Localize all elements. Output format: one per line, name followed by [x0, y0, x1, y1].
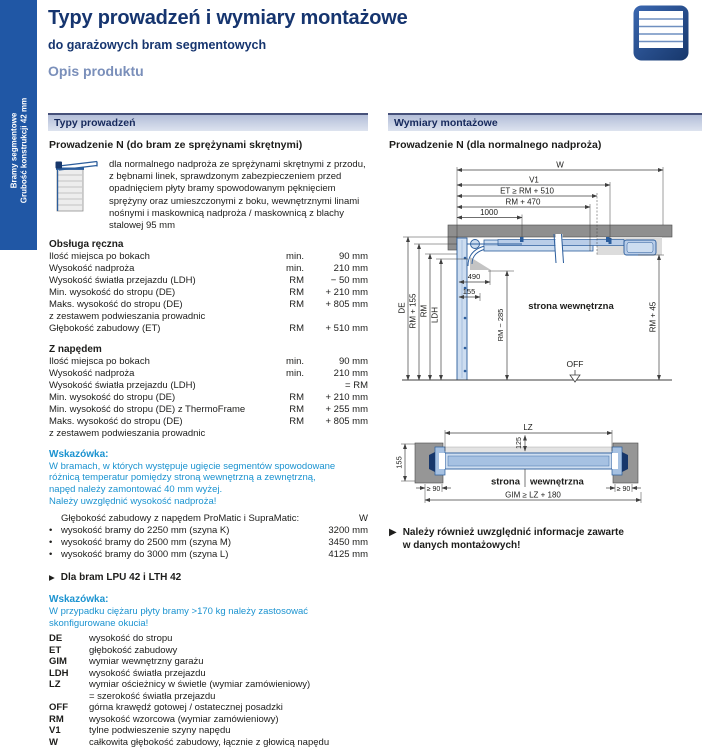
dim-rm470: RM + 470 [505, 197, 541, 207]
legend-row [49, 668, 368, 680]
section-edge-tab [0, 0, 37, 250]
table-row [49, 311, 368, 323]
row-label: Ilość miejsca po bokach [49, 356, 150, 368]
row-value: + 210 mm [325, 392, 368, 404]
tab-line-1: Bramy segmentowe [8, 112, 18, 188]
row-ref: min. [286, 368, 304, 380]
table-row [49, 251, 368, 263]
powered-table [49, 356, 368, 439]
hint-line: W przypadku ciężaru płyty bramy >170 kg należy zastosować [49, 605, 308, 617]
depth-value: 3200 mm [328, 524, 368, 536]
section-header-mounting: Wymiary montażowe [388, 113, 702, 131]
spacer [49, 513, 61, 525]
dim-490: 490 [467, 272, 481, 281]
legend-desc: wysokość do stropu [89, 633, 173, 645]
depth-row [49, 525, 368, 537]
table-row [49, 428, 368, 440]
install-depth-table [49, 513, 368, 562]
legend-term: LDH [49, 667, 69, 679]
hint-block-1 [49, 449, 368, 508]
column-mounting-dimensions [388, 113, 702, 552]
dim-et: ET ≥ RM + 510 [500, 186, 554, 196]
row-ref: RM [289, 392, 304, 404]
legend-desc: wysokość wzorcowa (wymiar zamówieniowy) [89, 713, 279, 725]
row-ref: RM [289, 274, 304, 286]
legend-desc-line: wymiar ościeżnicy w świetle (wymiar zamówieniowy) [89, 679, 311, 691]
dim-v1: V1 [529, 175, 539, 185]
table-row [49, 380, 368, 392]
door-types-note-text: Dla bram LPU 42 i LTH 42 [60, 572, 182, 584]
legend-desc [89, 679, 368, 702]
depth-header-row [49, 513, 368, 525]
page-header [48, 7, 408, 79]
hint-block-2 [49, 594, 368, 630]
table-row [49, 287, 368, 299]
depth-row [49, 537, 368, 549]
dim-w: W [556, 160, 564, 170]
legend-row [49, 656, 368, 668]
legend-row [49, 679, 368, 702]
row-label: Wysokość światła przejazdu (LDH) [49, 380, 196, 392]
dim-155: 155 [462, 287, 476, 296]
table-row [49, 299, 368, 311]
legend-term: V1 [49, 725, 61, 737]
inside-label-b: wewnętrzna [530, 476, 584, 488]
row-value: = RM [345, 380, 368, 392]
page-subtitle: do garażowych bram segmentowych [48, 38, 267, 52]
row-ref: RM [289, 415, 304, 427]
legend-desc: wymiar wewnętrzny garażu [89, 656, 204, 668]
dim-rm285: RM − 285 [496, 308, 505, 342]
dim-ge90-right: ≥ 90 [616, 485, 631, 493]
manual-section-title: Obsługa ręczna [49, 239, 124, 251]
note-line: Należy również uwzględnić informacje zawarte [402, 527, 624, 538]
row-value [304, 311, 368, 323]
garage-door-icon [632, 4, 690, 67]
section-header-track-types: Typy prowadzeń [48, 113, 368, 131]
legend-desc: wysokość światła przejazdu [89, 667, 206, 679]
legend-term: RM [49, 713, 64, 725]
row-value [304, 428, 368, 440]
table-row [49, 356, 368, 368]
manual-table [49, 251, 368, 334]
depth-value: 3450 mm [328, 536, 368, 548]
row-ref: min. [286, 251, 304, 263]
row-label: Min. wysokość do stropu (DE) [49, 392, 176, 404]
row-ref: RM [289, 322, 304, 334]
depth-row [49, 549, 368, 561]
legend-row [49, 633, 368, 645]
row-ref: min. [286, 356, 304, 368]
legend-term: DE [49, 633, 63, 645]
row-value: 90 mm [338, 356, 368, 368]
door-leaf-plan [429, 447, 628, 475]
legend-row [49, 702, 368, 714]
row-ref: RM [289, 286, 304, 298]
legend-row [49, 714, 368, 726]
off-label: OFF [566, 359, 584, 369]
hint-line: W bramach, w których występuje ugięcie segmentów spowodowane [49, 460, 336, 472]
dim-1000: 1000 [480, 208, 498, 217]
tab-line-2: Grubość konstrukcji 42 mm [18, 97, 28, 203]
hint-title: Wskazówka: [49, 448, 109, 460]
dim-gim: GIM ≥ LZ + 180 [505, 490, 561, 500]
door-types-note [49, 572, 368, 585]
table-row [49, 275, 368, 287]
row-label: Min. wysokość do stropu (DE) z ThermoFrame [49, 404, 246, 415]
legend-desc: całkowita głębokość zabudowy, łącznie z głowicą napędu [89, 736, 330, 748]
triangle-marker-icon: ▶ [49, 573, 55, 583]
triangle-marker-icon: ▶ [389, 527, 397, 538]
row-value: + 510 mm [325, 322, 368, 334]
column-track-types [48, 113, 368, 748]
hint-line: Należy uwzględnić wysokość nadproża! [49, 496, 217, 508]
legend-desc-line: = szerokość światła przejazdu [89, 690, 216, 702]
track-n-description: dla normalnego nadproża ze sprężynami skrętnymi z przodu, z bębnami linek, sprawdzonym zabezpieczeniem przed opadnięciem płyty bramy spowodowanym pęknięciem sprężyny oraz umieszczonymi z boku, wewnętrznymi linami nośnymi i maskownicą nadproża / maskownicą z blachy stalowej 95 mm [109, 159, 366, 232]
mounting-n-heading: Prowadzenie N (dla normalnego nadproża) [389, 139, 602, 151]
bullet: • [49, 549, 53, 561]
dim-ldh: LDH [430, 306, 440, 324]
inside-label: strona wewnętrzna [528, 301, 614, 312]
row-value: 210 mm [333, 263, 368, 275]
mounting-data-note-text [403, 527, 624, 552]
row-label: Głębokość zabudowy (ET) [49, 322, 161, 334]
bullet: • [49, 524, 53, 536]
row-value: + 805 mm [325, 298, 368, 310]
row-label: Wysokość nadproża [49, 368, 135, 380]
row-value: + 210 mm [325, 286, 368, 298]
row-label: Maks. wysokość do stropu (DE) [49, 415, 183, 427]
dim-ge90-left: ≥ 90 [426, 485, 441, 493]
hint-line: napęd należy zamontować 40 mm wyżej. [49, 484, 223, 496]
table-row [49, 263, 368, 275]
legend-term: ET [49, 644, 62, 656]
table-row [49, 368, 368, 380]
row-label: Wysokość nadproża [49, 263, 135, 275]
legend-row [49, 725, 368, 737]
dim-rm: RM [419, 304, 429, 318]
section-edge-tab-text [0, 0, 37, 250]
dim-rm45: RM + 45 [648, 301, 658, 333]
row-label: Wysokość światła przejazdu (LDH) [49, 274, 196, 286]
hint-line: różnicą temperatur pomiędzy stroną wewnętrzną a zewnętrzną, [49, 472, 316, 484]
legend-row [49, 645, 368, 657]
legend-desc: tylne podwieszenie szyny napędu [89, 725, 231, 737]
row-value: − 50 mm [330, 274, 368, 286]
row-value: 210 mm [333, 368, 368, 380]
row-ref [268, 311, 304, 323]
legend-row [49, 737, 368, 749]
legend-desc: głębokość zabudowy [89, 644, 178, 656]
abbreviation-legend [49, 633, 368, 748]
page-title: Typy prowadzeń i wymiary montażowe [48, 7, 408, 29]
row-ref: RM [289, 404, 304, 415]
row-value: 90 mm [338, 251, 368, 263]
note-line: w danych montażowych! [402, 539, 521, 551]
bullet: • [49, 536, 53, 548]
legend-term: LZ [49, 679, 61, 691]
table-row [49, 392, 368, 404]
row-label: Ilość miejsca po bokach [49, 251, 150, 263]
row-ref: min. [286, 263, 304, 275]
depth-value: 4125 mm [328, 549, 368, 561]
dim-lz: LZ [523, 423, 533, 432]
dim-de: DE [397, 302, 407, 314]
depth-header: Głębokość zabudowy z napędem ProMatic i SupraMatic: [61, 512, 300, 524]
hint-line: skonfigurowane okucia! [49, 617, 149, 629]
page-section-label: Opis produktu [48, 63, 144, 79]
legend-term: OFF [49, 702, 68, 714]
table-row [49, 416, 368, 428]
track-n-heading: Prowadzenie N (do bram ze sprężynami skrętnymi) [49, 139, 303, 151]
depth-header-value: W [359, 512, 368, 524]
track-n-description-row [51, 159, 368, 232]
mounting-data-note [389, 527, 702, 552]
depth-label: wysokość bramy do 2500 mm (szyna M) [61, 536, 231, 548]
row-ref: RM [289, 298, 304, 310]
table-row [49, 323, 368, 335]
row-value: + 255 mm [325, 404, 368, 415]
depth-label: wysokość bramy do 3000 mm (szyna L) [61, 549, 229, 561]
sectional-door-pictogram [51, 159, 99, 232]
row-value: + 805 mm [325, 415, 368, 427]
inside-label-a: strona [490, 476, 520, 488]
side-section-diagram [388, 153, 700, 391]
legend-term: GIM [49, 656, 67, 668]
plan-view-diagram [388, 399, 700, 507]
row-label: z zestawem podwieszania prowadnic [49, 310, 206, 322]
dim-rm155: RM + 155 [408, 293, 418, 329]
dim-125: 125 [516, 437, 523, 449]
row-label: Min. wysokość do stropu (DE) [49, 286, 176, 298]
row-ref [268, 428, 304, 440]
hint-title: Wskazówka: [49, 593, 109, 605]
legend-desc: górna krawędź gotowej / ostatecznej posadzki [89, 702, 283, 714]
dimension-labels [398, 161, 658, 370]
row-ref [268, 380, 304, 392]
depth-label: wysokość bramy do 2250 mm (szyna K) [61, 524, 230, 536]
powered-section-title: Z napędem [49, 344, 102, 356]
row-label: Maks. wysokość do stropu (DE) [49, 298, 183, 310]
dim-155: 155 [394, 456, 404, 469]
table-row [49, 404, 368, 416]
row-label: z zestawem podwieszania prowadnic [49, 427, 206, 439]
legend-term: W [49, 736, 58, 748]
